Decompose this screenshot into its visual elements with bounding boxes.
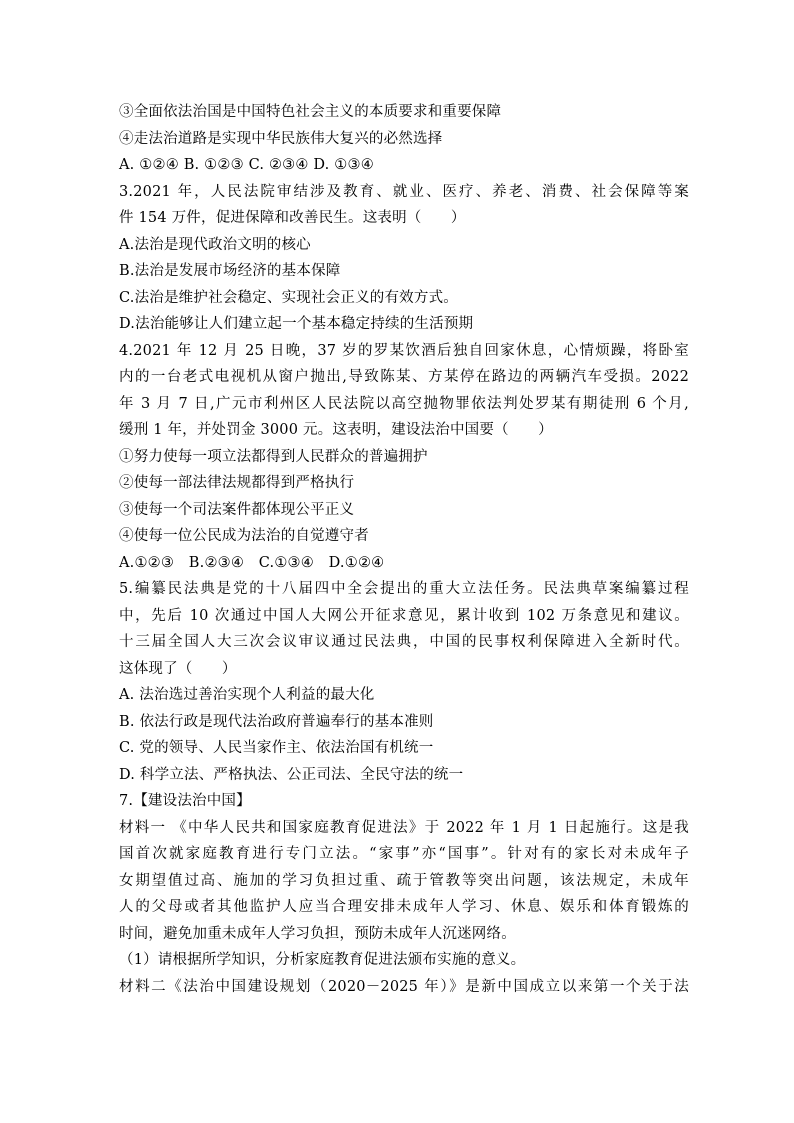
material-2: 材料二《法治中国建设规划（2020－2025 年）》是新中国成立以来第一个关于法 (119, 978, 689, 995)
material-1-cont: 女期望值过高、施加的学习负担过重、疏于管教等突出问题，该法规定，未成年 (119, 872, 689, 889)
question-5-stem-end: 这体现了（ ） (119, 660, 237, 677)
sub-question-1: （1）请根据所学知识，分析家庭教育促进法颁布实施的意义。 (119, 952, 526, 968)
answer-options: A.①②③ B.②③④ C.①③④ D.①②④ (119, 554, 385, 571)
question-4-stem-cont: 内的一台老式电视机从窗户抛出,导致陈某、方某停在路边的两辆汽车受损。2022 (119, 369, 689, 385)
option-d: D. 科学立法、严格执法、公正司法、全民守法的统一 (119, 766, 464, 783)
text-line: ③全面依法治国是中国特色社会主义的本质要求和重要保障 (119, 104, 502, 120)
option-c: C. 党的领导、人民当家作主、依法治国有机统一 (119, 740, 434, 756)
option-c: C.法治是维护社会稳定、实现社会正义的有效方式。 (119, 289, 458, 306)
statement-1: ①努力使每一项立法都得到人民群众的普遍拥护 (119, 448, 428, 465)
question-3-stem-cont: 件 154 万件，促进保障和改善民生。这表明（ ） (119, 210, 466, 226)
option-b: B. 依法行政是现代法治政府普遍奉行的基本准则 (119, 713, 434, 730)
question-7-title: 7.【建设法治中国】 (119, 793, 251, 809)
option-a: A.法治是现代政治文明的核心 (119, 236, 311, 253)
document-page (119, 99, 689, 1000)
question-5-stem: 5.编纂民法典是党的十八届四中全会提出的重大立法任务。民法典草案编纂过程 (119, 581, 689, 597)
question-4-stem-end: 缓刑 1 年，并处罚金 3000 元。这表明，建设法治中国要（ ） (119, 422, 553, 438)
option-d: D.法治能够让人们建立起一个基本稳定持续的生活预期 (119, 316, 474, 332)
material-1-cont: 人的父母或者其他监护人应当合理安排未成年人学习、休息、娱乐和体育锻炼的 (119, 899, 689, 915)
statement-3: ③使每一个司法案件都体现公平正义 (119, 501, 355, 518)
material-1-end: 时间，避免加重未成年人学习负担，预防未成年人沉迷网络。 (119, 925, 516, 942)
answer-options: A. ①②④ B. ①②③ C. ②③④ D. ①③④ (119, 157, 374, 173)
material-1: 材料一 《中华人民共和国家庭教育促进法》于 2022 年 1 月 1 日起施行。这是我 (119, 819, 689, 836)
question-3-stem: 3.2021 年，人民法院审结涉及教育、就业、医疗、养老、消费、社会保障等案 (119, 183, 689, 200)
option-b: B.法治是发展市场经济的基本保障 (119, 263, 341, 279)
question-5-stem-cont: 中，先后 10 次通过中国人大网公开征求意见，累计收到 102 万条意见和建议。 (119, 607, 689, 624)
option-a: A. 法治选过善治实现个人利益的最大化 (119, 687, 375, 703)
statement-4: ④使每一位公民成为法治的自觉遵守者 (119, 528, 369, 544)
material-1-cont: 国首次就家庭教育进行专门立法。“家事”亦“国事”。针对有的家长对未成年子 (119, 846, 689, 862)
question-5-stem-cont: 十三届全国人大三次会议审议通过民法典，中国的民事权利保障进入全新时代。 (119, 634, 689, 650)
question-4-stem: 4.2021 年 12 月 25 日晚，37 岁的罗某饮酒后独自回家休息，心情烦躁，将卧室 (119, 342, 689, 359)
question-4-stem-cont: 年 3 月 7 日,广元市利州区人民法院以高空抛物罪依法判处罗某有期徒刑 6 个月, (119, 395, 689, 412)
statement-2: ②使每一部法律法规都得到严格执行 (119, 475, 355, 491)
text-line: ④走法治道路是实现中华民族伟大复兴的必然选择 (119, 130, 443, 147)
